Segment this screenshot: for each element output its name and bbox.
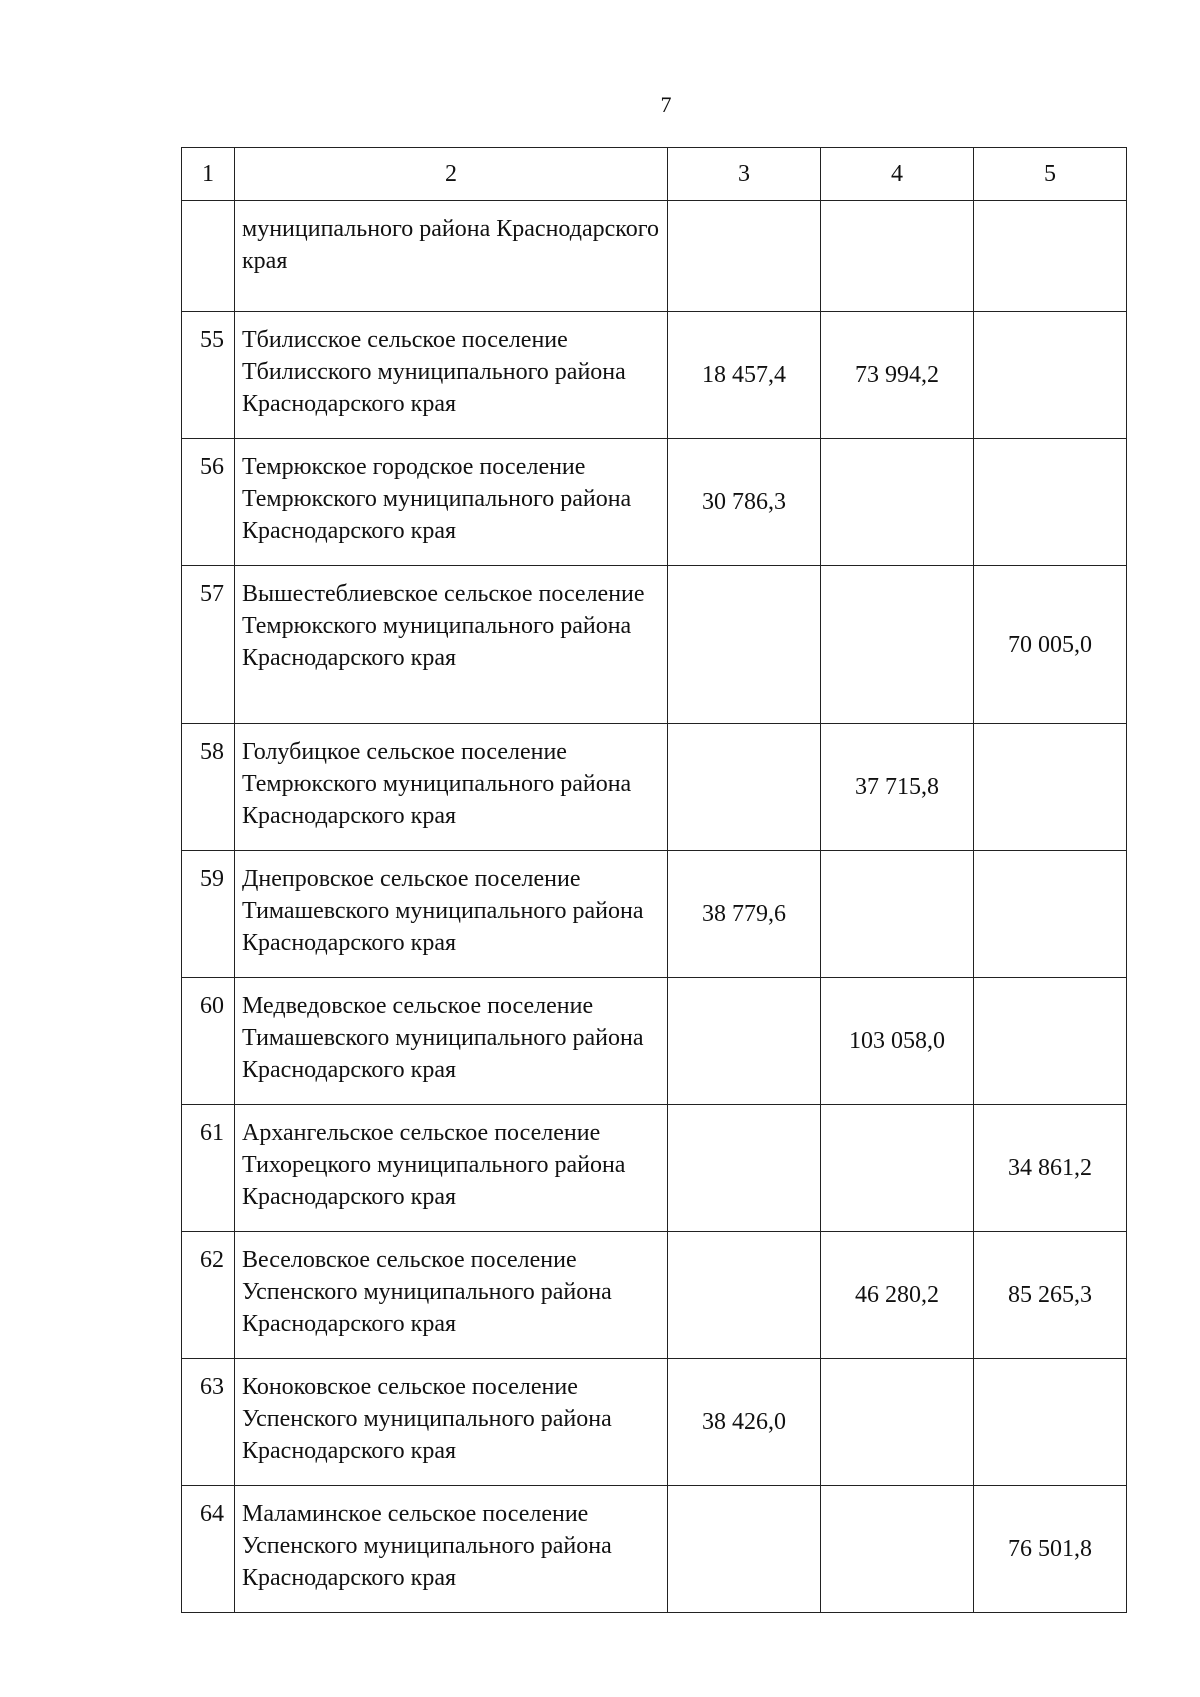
municipality-name: Маламинское сельское поселение Успенского муниципального района Краснодарского края [235, 1486, 668, 1613]
value-col4 [821, 1486, 974, 1613]
value-col4: 103 058,0 [821, 978, 974, 1105]
row-number: 63 [182, 1359, 235, 1486]
value-col3: 18 457,4 [668, 312, 821, 439]
table-row [182, 201, 1127, 312]
municipality-name: Коноковское сельское поселение Успенского муниципального района Краснодарского края [235, 1359, 668, 1486]
municipality-name: Медведовское сельское поселение Тимашевского муниципального района Краснодарского края [235, 978, 668, 1105]
table-row [182, 724, 1127, 851]
column-header: 4 [821, 148, 974, 201]
municipality-name: Архангельское сельское поселение Тихорецкого муниципального района Краснодарского края [235, 1105, 668, 1232]
value-col4: 73 994,2 [821, 312, 974, 439]
table-row [182, 1486, 1127, 1613]
value-col4 [821, 201, 974, 312]
value-col5: 70 005,0 [974, 566, 1127, 724]
table-row [182, 1232, 1127, 1359]
value-col5 [974, 851, 1127, 978]
value-col3: 38 779,6 [668, 851, 821, 978]
value-col5 [974, 1359, 1127, 1486]
value-col3: 30 786,3 [668, 439, 821, 566]
page-number: 7 [660, 92, 672, 117]
value-col5 [974, 724, 1127, 851]
row-number: 61 [182, 1105, 235, 1232]
value-col5 [974, 312, 1127, 439]
value-col3 [668, 1486, 821, 1613]
value-col4 [821, 1105, 974, 1232]
row-number: 55 [182, 312, 235, 439]
value-col3 [668, 566, 821, 724]
municipality-name: Темрюкское городское поселение Темрюкского муниципального района Краснодарского края [235, 439, 668, 566]
value-col3 [668, 1232, 821, 1359]
column-header: 2 [235, 148, 668, 201]
table-row [182, 1359, 1127, 1486]
value-col5 [974, 201, 1127, 312]
row-number: 60 [182, 978, 235, 1105]
municipality-name: Голубицкое сельское поселение Темрюкского муниципального района Краснодарского края [235, 724, 668, 851]
table-row [182, 851, 1127, 978]
row-number [182, 201, 235, 312]
value-col4 [821, 851, 974, 978]
value-col5 [974, 978, 1127, 1105]
row-number: 59 [182, 851, 235, 978]
value-col5: 34 861,2 [974, 1105, 1127, 1232]
value-col3: 38 426,0 [668, 1359, 821, 1486]
value-col4: 46 280,2 [821, 1232, 974, 1359]
row-number: 62 [182, 1232, 235, 1359]
row-number: 64 [182, 1486, 235, 1613]
column-header: 5 [974, 148, 1127, 201]
value-col4 [821, 1359, 974, 1486]
value-col4 [821, 566, 974, 724]
value-col5 [974, 439, 1127, 566]
table-row [182, 566, 1127, 724]
row-number: 58 [182, 724, 235, 851]
municipality-name: Вышестеблиевское сельское поселение Темрюкского муниципального района Краснодарского края [235, 566, 668, 724]
table-row [182, 439, 1127, 566]
table-row [182, 312, 1127, 439]
value-col3 [668, 1105, 821, 1232]
row-number: 57 [182, 566, 235, 724]
allocation-table [181, 147, 1127, 1613]
municipality-name: муниципального района Краснодарского края [235, 201, 668, 312]
value-col3 [668, 978, 821, 1105]
municipality-name: Днепровское сельское поселение Тимашевского муниципального района Краснодарского края [235, 851, 668, 978]
column-header: 1 [182, 148, 235, 201]
table-row [182, 978, 1127, 1105]
value-col4 [821, 439, 974, 566]
value-col4: 37 715,8 [821, 724, 974, 851]
value-col5: 85 265,3 [974, 1232, 1127, 1359]
column-header: 3 [668, 148, 821, 201]
municipality-name: Веселовское сельское поселение Успенского муниципального района Краснодарского края [235, 1232, 668, 1359]
row-number: 56 [182, 439, 235, 566]
table-header-row [182, 148, 1127, 201]
table-row [182, 1105, 1127, 1232]
value-col3 [668, 201, 821, 312]
value-col3 [668, 724, 821, 851]
value-col5: 76 501,8 [974, 1486, 1127, 1613]
municipality-name: Тбилисское сельское поселение Тбилисского муниципального района Краснодарского края [235, 312, 668, 439]
